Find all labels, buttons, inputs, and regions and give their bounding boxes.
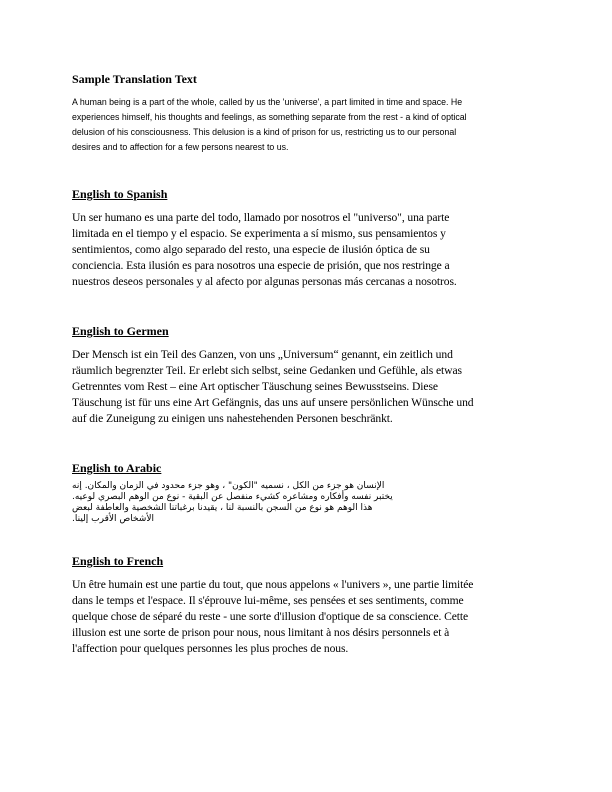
paragraph-line: يختبر نفسه وأفكاره ومشاعره كشيء منفصل عن البقية - نوع من الوهم البصري لوعيه. xyxy=(72,492,393,502)
paragraph-line: quelque chose de séparé du reste - une sorte d'illusion d'optique de sa conscience. Cette xyxy=(72,610,469,623)
paragraph-spanish xyxy=(72,210,548,290)
paragraph-german xyxy=(72,347,548,427)
heading-spanish: English to Spanish xyxy=(72,187,168,201)
paragraph-line: illusion est une sorte de prison pour nous, nous limitant à nos désirs personnels et à xyxy=(72,626,450,639)
paragraph-french xyxy=(72,577,548,657)
paragraph-line: هذا الوهم هو نوع من السجن بالنسبة لنا ، يقيدنا برغباتنا الشخصية والعاطفة لبعض xyxy=(72,503,373,513)
paragraph-line: conciencia. Esta ilusión es para nosotros una especie de prisión, que nos restringe a xyxy=(72,259,450,272)
intro-line: experiences himself, his thoughts and feelings, as something separate from the rest - a kind of optical xyxy=(72,112,467,122)
paragraph-line: dans le temps et l'espace. Il s'éprouve lui-même, ses pensées et ses sentiments, comme xyxy=(72,594,464,607)
paragraph-line: الإنسان هو جزء من الكل ، نسميه "الكون" ، وهو جزء محدود في الزمان والمكان. إنه xyxy=(72,481,385,491)
heading-french: English to French xyxy=(72,554,164,568)
paragraph-line: الأشخاص الأقرب إلينا. xyxy=(72,514,154,524)
paragraph-line: Un ser humano es una parte del todo, llamado por nosotros el "universo", una parte xyxy=(72,211,450,224)
paragraph-line: Der Mensch ist ein Teil des Ganzen, von uns „Universum“ genannt, ein zeitlich und xyxy=(72,348,453,361)
paragraph-line: Getrenntes vom Rest – eine Art optischer Täuschung seines Bewusstseins. Diese xyxy=(72,380,438,393)
paragraph-arabic xyxy=(72,481,540,525)
paragraph-line: auf die Zuneigung zu einigen uns nahestehenden Personen beschränkt. xyxy=(72,412,393,425)
intro-line: A human being is a part of the whole, called by us the 'universe', a part limited in time and space. He xyxy=(72,97,463,107)
heading-german: English to Germen xyxy=(72,324,169,338)
paragraph-line: limitada en el tiempo y el espacio. Se experimenta a sí mismo, sus pensamientos y xyxy=(72,227,446,240)
intro-line: desires and to affection for a few persons nearest to us. xyxy=(72,142,289,152)
paragraph-line: sentimientos, como algo separado del resto, una especie de ilusión óptica de su xyxy=(72,243,430,256)
paragraph-line: nuestros deseos personales y al afecto por algunas personas más cercanas a nosotros. xyxy=(72,275,457,288)
paragraph-line: l'affection pour quelques personnes les plus proches de nous. xyxy=(72,642,349,655)
intro-line: delusion of his consciousness. This delusion is a kind of prison for us, restricting us to our personal xyxy=(72,127,457,137)
paragraph-line: Täuschung ist für uns eine Art Gefängnis, das uns auf unsere persönlichen Wünsche und xyxy=(72,396,474,409)
intro-paragraph xyxy=(72,95,542,155)
document-title: Sample Translation Text xyxy=(72,72,197,86)
heading-arabic: English to Arabic xyxy=(72,461,162,475)
paragraph-line: Un être humain est une partie du tout, que nous appelons « l'univers », une partie limitée xyxy=(72,578,474,591)
paragraph-line: räumlich begrenzter Teil. Er erlebt sich selbst, seine Gedanken und Gefühle, als etwas xyxy=(72,364,462,377)
